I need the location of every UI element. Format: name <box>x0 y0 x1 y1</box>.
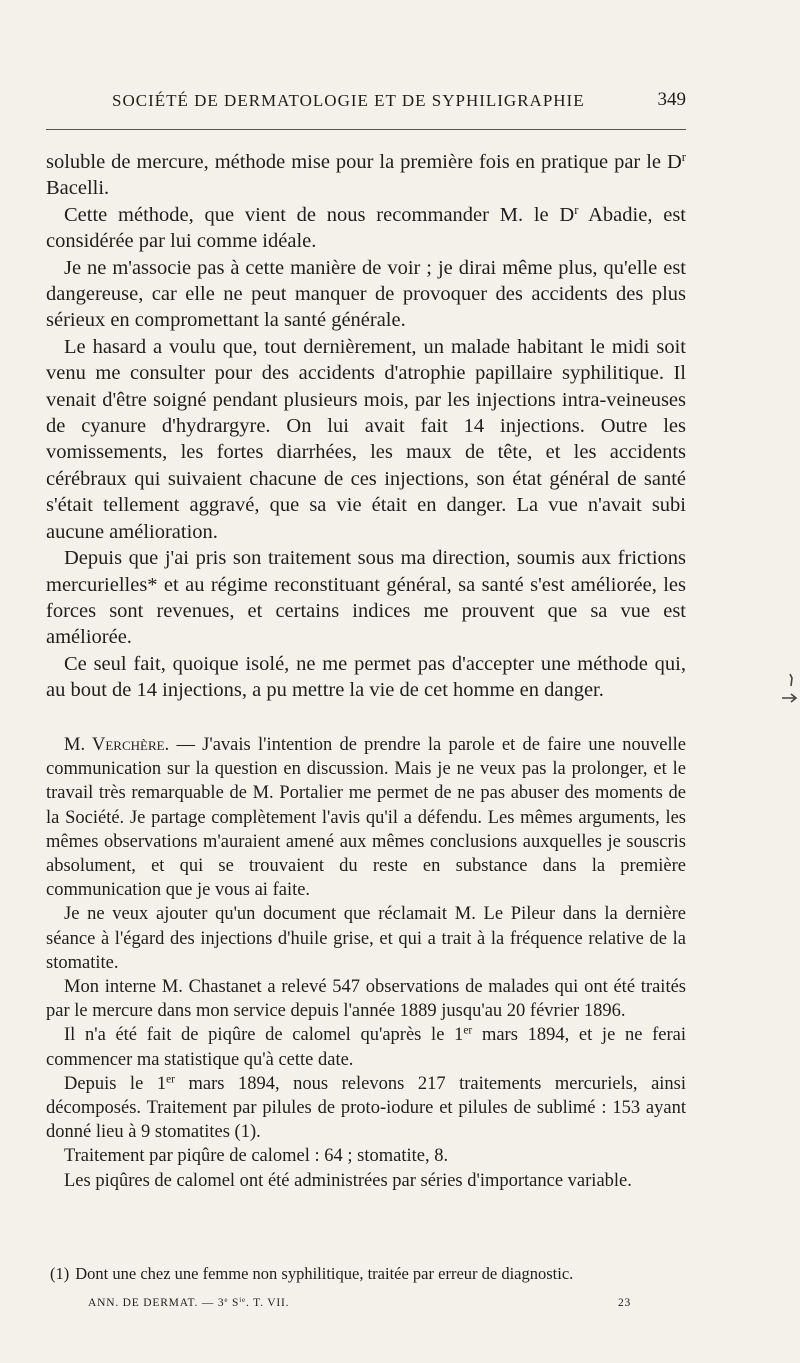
paragraph-8: Je ne veux ajouter qu'un document que réclamait M. Le Pileur dans la dernière séance à l'égard des injections d'huile grise, et qui a trait à la fréquence relative de la stomatite. <box>46 904 686 973</box>
p1-text-b: Bacelli. <box>46 177 110 200</box>
signature-number: 23 <box>618 1297 632 1309</box>
running-title: SOCIÉTÉ DE DERMATOLOGIE ET DE SYPHILIGRAPHIE <box>112 91 585 110</box>
margin-annotation-mark <box>780 672 798 708</box>
running-head <box>112 91 686 111</box>
paragraph-1 <box>46 149 686 202</box>
p11-superscript: er <box>166 1073 175 1086</box>
paragraph-6: Ce seul fait, quoique isolé, ne me permet pas d'accepter une méthode qui, au bout de 14 injections, a pu mettre la vie de cet homme en danger. <box>46 652 686 702</box>
p11-text-b: mars 1894, nous relevons 217 traitements mercuriels, ainsi décomposés. Traitement par pilules de proto-iodure et pilules de sublimé : 153 ayant donné lieu à 9 stomatites (1). <box>46 1073 687 1143</box>
speaker-name: M. Verchère. <box>64 735 170 755</box>
signature-left-c: . T. VII. <box>245 1297 290 1309</box>
paragraph-5: Depuis que j'ai pris son traitement sous ma direction, soumis aux frictions mercurielles* et au régime reconstituant général, sa santé s'est améliorée, les forces sont revenues, et certains indices me prouvent que sa vue est améliorée. <box>46 547 686 649</box>
signature-left-b: S <box>228 1297 240 1309</box>
signature-sup-2: ie <box>239 1296 246 1305</box>
paragraph-9: Mon interne M. Chastanet a relevé 547 observations de malades qui ont été traités par le mercure dans mon service depuis l'année 1889 jusqu'au 20 février 1896. <box>46 977 686 1022</box>
paragraph-3: Je ne m'associe pas à cette manière de voir ; je dirai même plus, qu'elle est dangereuse, car elle ne peut manquer de provoquer des accidents des plus sérieux en compromettant la santé générale. <box>46 256 686 332</box>
p2-text-a: Cette méthode, que vient de nous recommander M. le D <box>64 203 575 226</box>
paragraph-4: Le hasard a voulu que, tout dernièrement, un malade habitant le midi soit venu me consulter pour des accidents d'atrophie papillaire syphilitique. Il venait d'être soigné pendant plusieurs mois, par les injections intra-veineuses de cyanure d'hydrargyre. On lui avait fait 14 injections. Outre les vomissements, les fortes diarrhées, les maux de tête, et les accidents cérébraux qui suivaient chacune de ces injections, son état général de santé s'était tellement aggravé, que sa vie était en danger. La vue n'avait subi aucune amélioration. <box>46 335 686 543</box>
paragraph-11 <box>46 1072 686 1145</box>
p2-superscript: r <box>574 202 579 217</box>
p11-text-a: Depuis le 1 <box>64 1073 167 1094</box>
signature-left <box>88 1297 289 1309</box>
footnote-text: Dont une chez une femme non syphilitique, traitée par erreur de diagnostic. <box>75 1264 574 1283</box>
body-text-main <box>46 149 686 704</box>
footnote-marker: (1) <box>50 1264 70 1283</box>
header-rule <box>46 129 686 130</box>
paragraph-13: Les piqûres de calomel ont été administrées par séries d'importance variable. <box>64 1170 632 1191</box>
paragraph-2 <box>46 202 686 255</box>
body-text-discussion <box>46 733 686 1193</box>
p10-text-b: mars 1894, et je ne ferai commencer ma statistique qu'à cette date. <box>46 1025 686 1070</box>
p7-text: — J'avais l'intention de prendre la parole et de faire une nouvelle communication sur la question en discussion. Mais je ne veux pas la prolonger, et le travail très remarquable de M. Portalier me permet de ne pas abuser des moments de la Société. Je partage complètement l'avis qu'il a défendu. Les mêmes arguments, les mêmes observations m'auraient amené aux mêmes conclusions auxquelles je souscris absolument, et qui se trouvaient du reste en substance dans la première communication que je vous ai faite. <box>46 735 686 901</box>
signature-left-a: ANN. DE DERMAT. — 3 <box>88 1297 225 1309</box>
paragraph-10 <box>46 1023 686 1071</box>
paragraph-12: Traitement par piqûre de calomel : 64 ; stomatite, 8. <box>64 1146 449 1167</box>
paragraph-7 <box>46 733 686 902</box>
page-number: 349 <box>657 89 686 110</box>
p1-superscript: r <box>681 150 686 165</box>
p10-text-a: Il n'a été fait de piqûre de calomel qu'après le 1 <box>64 1025 464 1046</box>
printer-signature <box>88 1297 688 1309</box>
signature-sup-1: e <box>224 1296 229 1305</box>
p2-text-b: Abadie, est considérée par lui comme idéale. <box>46 203 686 253</box>
p10-superscript: er <box>463 1025 473 1038</box>
p1-text-a: soluble de mercure, méthode mise pour la première fois en pratique par le D <box>46 151 682 173</box>
footnote <box>50 1264 690 1284</box>
